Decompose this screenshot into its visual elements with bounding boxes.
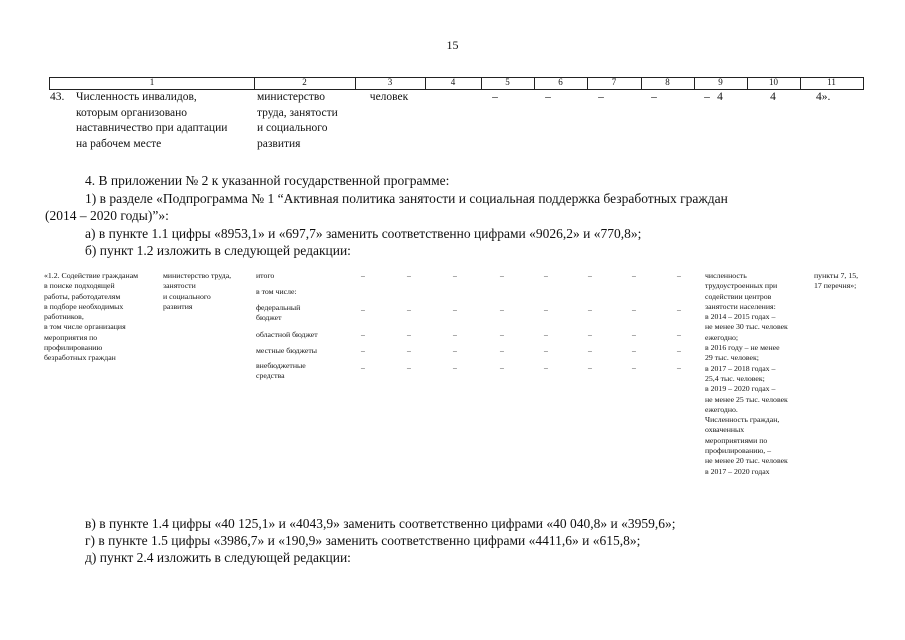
source-regional: областной бюджет <box>256 330 318 339</box>
unit: человек <box>369 91 409 103</box>
table-header-row <box>49 77 864 90</box>
source-extrabudget: внебюджетные средства <box>256 361 306 381</box>
paragraph-4-1: 1) в разделе «Подпрограмма № 1 “Активная политика занятости и социальная поддержка безработных граждан <box>85 191 728 206</box>
responsible-executor: министерство труда, занятости и социального развития <box>257 91 338 150</box>
table-cell: – <box>545 91 551 103</box>
table-cell: – <box>598 91 604 103</box>
item-g: г) в пункте 1.5 цифры «3986,7» и «190,9» заменить соответственно цифрами «4411,6» и «615,8»; <box>85 533 641 548</box>
col-header: 5 <box>505 77 510 87</box>
indicator-name: Численность инвалидов, которым организовано наставничество при адаптации на рабочем месте <box>76 91 228 150</box>
col-header: 1 <box>149 77 155 87</box>
col-header: 11 <box>827 77 836 87</box>
item-a: а) в пункте 1.1 цифры «8953,1» и «697,7» заменить соответственно цифрами «9026,2» и «770,8»; <box>85 226 642 241</box>
table-cell: 4». <box>816 91 831 103</box>
table-cell: 4 <box>717 91 723 103</box>
col-header: 10 <box>769 77 778 87</box>
table-cell: – <box>651 91 657 103</box>
item-d: д) пункт 2.4 изложить в следующей редакции: <box>85 550 351 565</box>
page-number: 15 <box>446 38 459 52</box>
source-local: местные бюджеты <box>256 346 318 355</box>
col-header: 6 <box>558 77 563 87</box>
source-total: итого <box>256 271 275 280</box>
col-header: 8 <box>665 77 670 87</box>
measure-responsible: министерство труда, занятости и социального развития <box>163 271 232 311</box>
source-federal: федеральный бюджет <box>256 303 301 323</box>
col-header: 9 <box>718 77 723 87</box>
measure-indicator: численность трудоустроенных при содействии центров занятости населения: в 2014 – 2015 годах – не менее 30 тыс. человек ежегодно; в 2016 году – не менее 29 тыс. человек; в 2017 – 2018 годах – 25,4 тыс. человек; в 2019 – 2020 годах – не менее 25 тыс. человек ежегодно. Численность граждан, охваченных мероприятиями по профилированию, – не менее 20 тыс. человек в 2017 – 2020 годах <box>705 271 788 476</box>
paragraph-4: 4. В приложении № 2 к указанной государственной программе: <box>85 173 450 188</box>
measure-name: «1.2. Содействие гражданам в поиске подходящей работы, работодателям в подборе необходимых работников, в том числе организация мероприятия по профилированию безработных граждан <box>44 271 139 363</box>
col-header: 2 <box>302 77 307 87</box>
table-cell: 4 <box>770 91 776 103</box>
paragraph-4-1-cont: (2014 – 2020 годы)”»: <box>45 208 169 223</box>
col-header: 4 <box>450 77 456 87</box>
table-cell: – <box>492 91 498 103</box>
table-cell: – <box>704 91 710 103</box>
col-header: 3 <box>387 77 393 87</box>
item-b: б) пункт 1.2 изложить в следующей редакции: <box>85 243 351 258</box>
measure-points: пункты 7, 15, 17 перечня»; <box>814 271 859 291</box>
row-number: 43. <box>50 91 65 103</box>
source-including: в том числе: <box>256 287 297 296</box>
item-v: в) в пункте 1.4 цифры «40 125,1» и «4043,9» заменить соответственно цифрами «40 040,8» и «3959,6»; <box>85 516 676 531</box>
col-header: 7 <box>611 77 617 87</box>
